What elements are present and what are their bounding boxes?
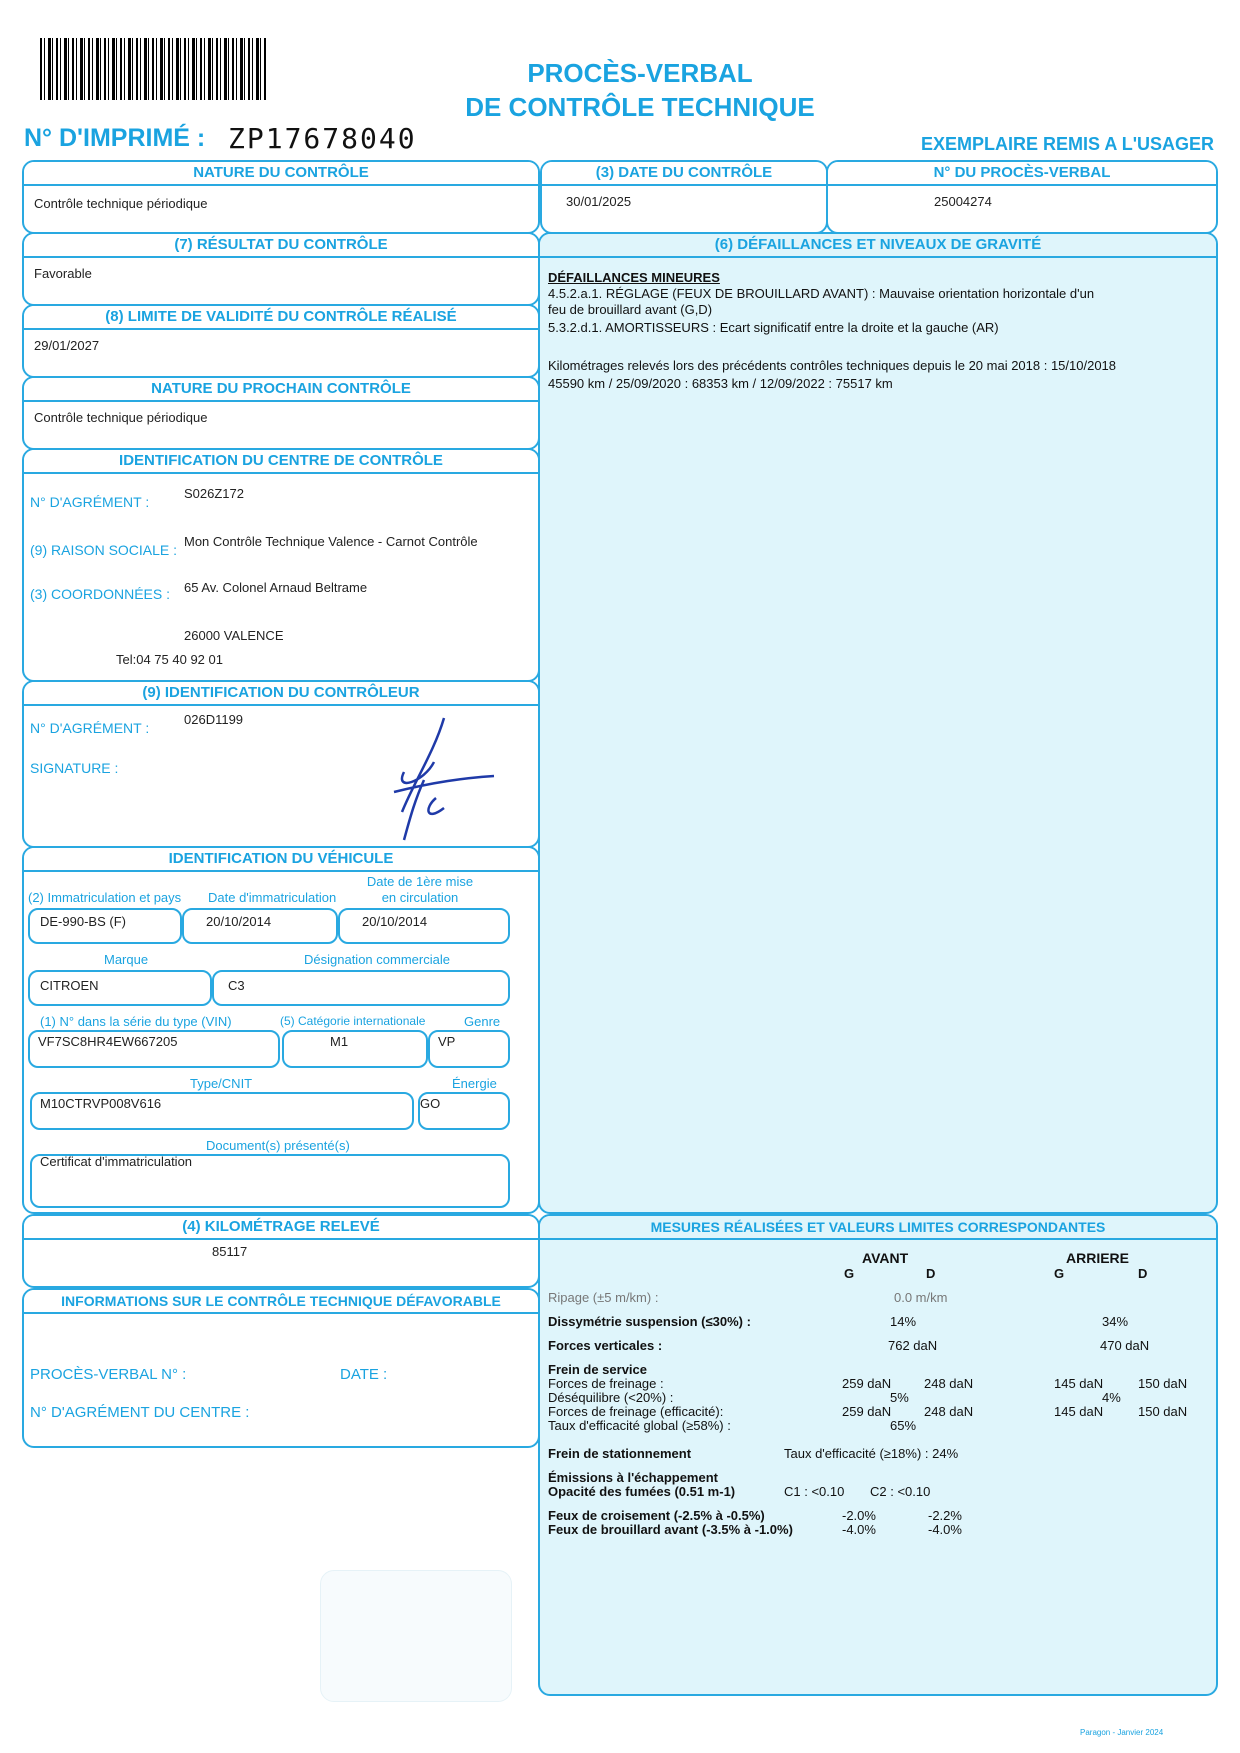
deseq-label: Déséquilibre (<20%) :: [548, 1390, 674, 1405]
barcode: [40, 38, 268, 100]
centre-coord-label: (3) COORDONNÉES :: [30, 586, 171, 602]
arriere-d: D: [1138, 1266, 1148, 1281]
emissions-label: Émissions à l'échappement: [548, 1470, 718, 1485]
pv-title: N° DU PROCÈS-VERBAL: [828, 162, 1216, 186]
title-line1: PROCÈS-VERBAL: [527, 58, 753, 88]
signature-image: [364, 712, 504, 842]
controleur-title: (9) IDENTIFICATION DU CONTRÔLEUR: [24, 682, 538, 706]
centre-box: [22, 448, 540, 682]
date-immat-label: Date d'immatriculation: [208, 890, 337, 905]
docs-field: [30, 1154, 510, 1208]
genre-value: VP: [438, 1034, 456, 1049]
designation-field: [212, 970, 510, 1006]
nature-box: [22, 160, 540, 234]
defav-date-label: DATE :: [340, 1366, 388, 1383]
controleur-signature-label: SIGNATURE :: [30, 760, 119, 776]
nature-title: NATURE DU CONTRÔLE: [24, 162, 538, 186]
ffe-ar-g: 145 daN: [1054, 1404, 1104, 1419]
controleur-agrement-label: N° D'AGRÉMENT :: [30, 720, 150, 736]
energie-value: GO: [420, 1096, 441, 1111]
date-value: 30/01/2025: [566, 194, 632, 209]
defaillance-line1: 4.5.2.a.1. RÉGLAGE (FEUX DE BROUILLARD AVANT) : Mauvaise orientation horizontale d'un: [548, 286, 1095, 301]
croisement-label: Feux de croisement (-2.5% à -0.5%): [548, 1508, 765, 1523]
nature-value: Contrôle technique périodique: [34, 196, 208, 211]
resultat-value: Favorable: [34, 266, 92, 281]
genre-label: Genre: [464, 1014, 501, 1029]
opacite-c1: C1 : <0.10: [784, 1484, 845, 1499]
ff-ar-g: 145 daN: [1054, 1376, 1104, 1391]
stamp-area: [320, 1570, 512, 1702]
defav-pv-label: PROCÈS-VERBAL N° :: [30, 1366, 187, 1383]
energie-field: [418, 1092, 510, 1130]
vin-label: (1) N° dans la série du type (VIN): [40, 1014, 232, 1029]
categorie-value: M1: [330, 1034, 349, 1049]
km-history: 45590 km / 25/09/2020 : 68353 km / 12/09/2022 : 75517 km: [548, 376, 893, 391]
ffe-ar-d: 150 daN: [1138, 1404, 1188, 1419]
croisement-d: -2.2%: [928, 1508, 962, 1523]
defaillances-heading: DÉFAILLANCES MINEURES: [548, 270, 720, 285]
brouillard-label: Feux de brouillard avant (-3.5% à -1.0%): [548, 1522, 793, 1537]
dissym-avant: 14%: [890, 1314, 917, 1329]
ffe-av-g: 259 daN: [842, 1404, 892, 1419]
pv-value: 25004274: [934, 194, 992, 209]
type-field: [30, 1092, 414, 1130]
ffe-label: Forces de freinage (efficacité):: [548, 1404, 724, 1419]
type-label: Type/CNIT: [190, 1076, 253, 1091]
deseq-arriere: 4%: [1102, 1390, 1121, 1405]
ffe-av-d: 248 daN: [924, 1404, 974, 1419]
controleur-box: [22, 680, 540, 848]
date-box: [540, 160, 828, 234]
vehicule-title: IDENTIFICATION DU VÉHICULE: [24, 848, 538, 872]
mesures-title: MESURES RÉALISÉES ET VALEURS LIMITES CORRESPONDANTES: [540, 1216, 1216, 1240]
limite-value: 29/01/2027: [34, 338, 100, 353]
defav-agrement-label: N° D'AGRÉMENT DU CENTRE :: [30, 1404, 250, 1421]
centre-adresse: 65 Av. Colonel Arnaud Beltrame: [184, 580, 368, 595]
dissym-arriere: 34%: [1102, 1314, 1129, 1329]
centre-raison-label: (9) RAISON SOCIALE :: [30, 542, 178, 558]
avant-g: G: [844, 1266, 855, 1281]
prochain-value: Contrôle technique périodique: [34, 410, 208, 425]
designation-value: C3: [228, 978, 245, 993]
taux-value: 65%: [890, 1418, 917, 1433]
print-number: ZP17678040: [228, 122, 417, 155]
centre-agrement-label: N° D'AGRÉMENT :: [30, 494, 150, 510]
ff-label: Forces de freinage :: [548, 1376, 664, 1391]
docs-label: Document(s) présenté(s): [206, 1138, 350, 1153]
defaillances-box: [538, 232, 1218, 1214]
title-line2: DE CONTRÔLE TECHNIQUE: [465, 92, 815, 122]
limite-title: (8) LIMITE DE VALIDITÉ DU CONTRÔLE RÉALISÉ: [24, 306, 538, 330]
frein-service-label: Frein de service: [548, 1362, 647, 1377]
km-value: 85117: [212, 1244, 248, 1259]
fv-arriere: 470 daN: [1100, 1338, 1150, 1353]
immat-field: [28, 908, 182, 944]
dissym-label: Dissymétrie suspension (≤30%) :: [548, 1314, 751, 1329]
defav-box: [22, 1288, 540, 1448]
fv-label: Forces verticales :: [548, 1338, 663, 1353]
stat-value: Taux d'efficacité (≥18%) : 24%: [784, 1446, 959, 1461]
avant-d: D: [926, 1266, 936, 1281]
centre-title: IDENTIFICATION DU CENTRE DE CONTRÔLE: [24, 450, 538, 474]
marque-value: CITROEN: [40, 978, 99, 993]
ff-av-d: 248 daN: [924, 1376, 974, 1391]
arriere-header: ARRIERE: [1066, 1250, 1130, 1266]
defaillances-title: (6) DÉFAILLANCES ET NIVEAUX DE GRAVITÉ: [540, 234, 1216, 258]
opacite-label: Opacité des fumées (0.51 m-1): [548, 1484, 736, 1499]
date-circ-label2: en circulation: [381, 890, 459, 905]
ff-ar-d: 150 daN: [1138, 1376, 1188, 1391]
print-label: N° D'IMPRIMÉ :: [24, 124, 206, 152]
km-history-intro: Kilométrages relevés lors des précédents contrôles techniques depuis le 20 mai 2018 : 15/10/2018: [548, 358, 1117, 373]
categorie-field: [282, 1030, 428, 1068]
km-box: [22, 1214, 540, 1288]
croisement-g: -2.0%: [842, 1508, 876, 1523]
pv-box: [826, 160, 1218, 234]
opacite-c2: C2 : <0.10: [870, 1484, 931, 1499]
brouillard-d: -4.0%: [928, 1522, 962, 1537]
ff-av-g: 259 daN: [842, 1376, 892, 1391]
defaillance-line3: 5.3.2.d.1. AMORTISSEURS : Ecart significatif entre la droite et la gauche (AR): [548, 320, 999, 335]
marque-field: [28, 970, 212, 1006]
date-immat-value: 20/10/2014: [206, 914, 272, 929]
categorie-label: (5) Catégorie internationale: [280, 1014, 426, 1028]
prochain-box: [22, 376, 540, 450]
defaillance-line2: feu de brouillard avant (G,D): [548, 302, 713, 317]
centre-raison: Mon Contrôle Technique Valence - Carnot Contrôle: [184, 534, 478, 549]
centre-ville: 26000 VALENCE: [184, 628, 284, 643]
vin-value: VF7SC8HR4EW667205: [38, 1034, 178, 1049]
deseq-avant: 5%: [890, 1390, 909, 1405]
limite-box: [22, 304, 540, 378]
genre-field: [428, 1030, 510, 1068]
designation-label: Désignation commerciale: [304, 952, 450, 967]
date-circ-field: [338, 908, 510, 944]
vin-field: [28, 1030, 280, 1068]
marque-label: Marque: [104, 952, 149, 967]
vehicule-box: [22, 846, 540, 1214]
centre-tel: Tel:04 75 40 92 01: [116, 652, 223, 667]
centre-agrement: S026Z172: [184, 486, 244, 501]
date-immat-field: [182, 908, 338, 944]
immat-label: (2) Immatriculation et pays: [28, 890, 182, 905]
resultat-box: [22, 232, 540, 306]
resultat-title: (7) RÉSULTAT DU CONTRÔLE: [24, 234, 538, 258]
date-circ-label1: Date de 1ère mise: [366, 874, 474, 889]
taux-label: Taux d'efficacité global (≥58%) :: [548, 1418, 731, 1433]
brouillard-g: -4.0%: [842, 1522, 876, 1537]
copy-label: EXEMPLAIRE REMIS A L'USAGER: [921, 134, 1214, 154]
type-value: M10CTRVP008V616: [40, 1096, 162, 1111]
km-title: (4) KILOMÉTRAGE RELEVÉ: [24, 1216, 538, 1240]
prochain-title: NATURE DU PROCHAIN CONTRÔLE: [24, 378, 538, 402]
mesures-box: [538, 1214, 1218, 1696]
arriere-g: G: [1054, 1266, 1065, 1281]
energie-label: Énergie: [452, 1076, 497, 1091]
date-title: (3) DATE DU CONTRÔLE: [542, 162, 826, 186]
immat-value: DE-990-BS (F): [40, 914, 126, 929]
ripage-label: Ripage (±5 m/km) :: [548, 1290, 659, 1305]
docs-value: Certificat d'immatriculation: [40, 1154, 193, 1169]
avant-header: AVANT: [862, 1250, 909, 1266]
controleur-agrement: 026D1199: [184, 712, 244, 727]
ripage-value: 0.0 m/km: [894, 1290, 948, 1305]
defav-title: INFORMATIONS SUR LE CONTRÔLE TECHNIQUE DÉFAVORABLE: [24, 1290, 538, 1314]
fv-avant: 762 daN: [888, 1338, 938, 1353]
stat-label: Frein de stationnement: [548, 1446, 692, 1461]
footer-ref: Paragon - Janvier 2024: [1080, 1728, 1164, 1737]
date-circ-value: 20/10/2014: [362, 914, 428, 929]
